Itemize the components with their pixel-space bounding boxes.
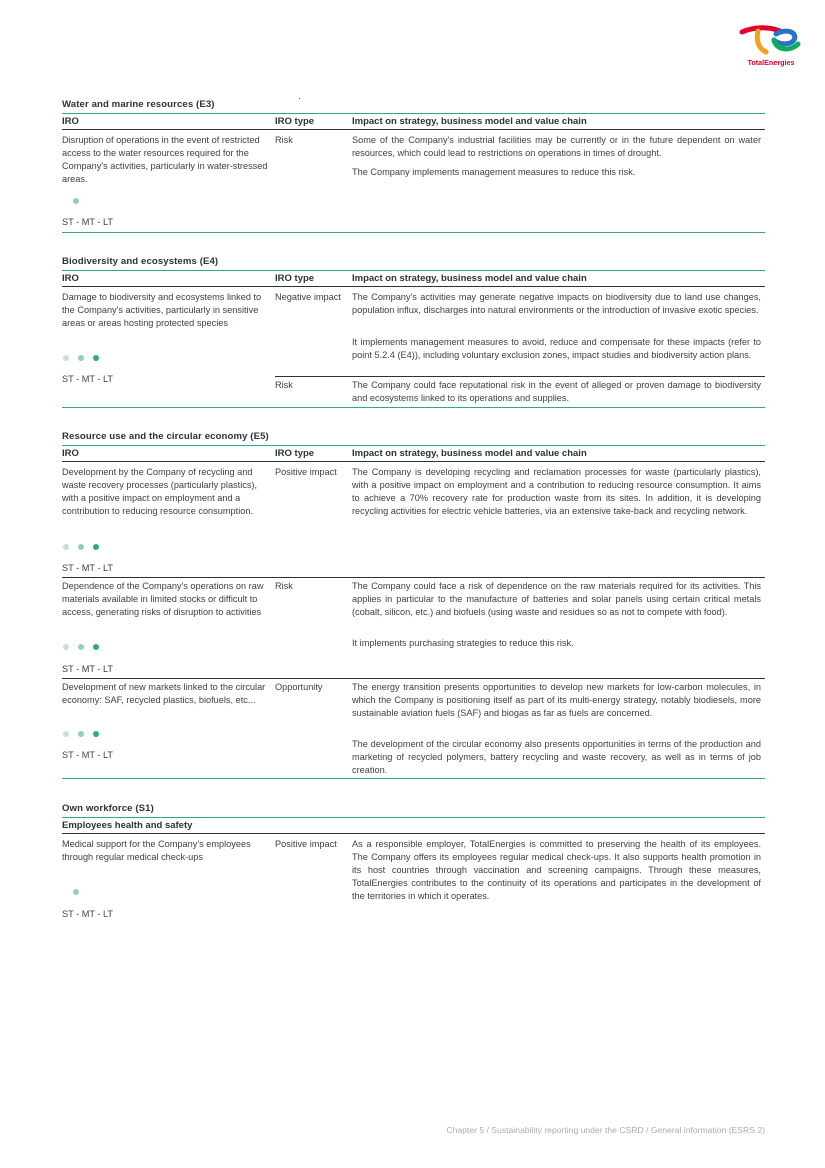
value-chain-dot: [93, 644, 99, 650]
iro-type: Risk: [275, 581, 293, 591]
impact-text: Some of the Company's industrial facilities may be currently or in the future dependent on water resources, which could lead to restrictions on operations in times of drought.: [352, 135, 761, 158]
row-divider: [62, 407, 765, 408]
iro-text: Development of new markets linked to the circular economy: SAF, recycled plastics, biofuels, etc...: [62, 682, 266, 705]
iro-text: Development by the Company of recycling and waste recovery processes (particularly plastics), with a positive impact on employment and a contribution to reducing resource consumption.: [62, 467, 258, 516]
iro-type: Positive impact: [275, 839, 337, 849]
table-header: [62, 113, 765, 130]
time-horizon: ST - MT - LT: [62, 563, 114, 573]
iro-type: Positive impact: [275, 467, 337, 477]
value-chain-dots: [62, 355, 108, 363]
stray-mark: [299, 98, 300, 99]
col-iro-type: IRO type: [275, 273, 315, 284]
time-horizon: ST - MT - LT: [62, 909, 114, 919]
value-chain-dot: [63, 544, 69, 550]
value-chain-dot: [78, 355, 84, 361]
sub-row-divider: [275, 376, 765, 377]
iro-type: Risk: [275, 380, 293, 390]
row-divider: [62, 678, 765, 679]
value-chain-dot: [78, 644, 84, 650]
value-chain-dot: [93, 731, 99, 737]
value-chain-dots: [62, 731, 108, 739]
section-title: Water and marine resources (E3): [62, 99, 215, 110]
col-iro: IRO: [62, 448, 79, 459]
col-impact: Impact on strategy, business model and value chain: [352, 273, 587, 284]
time-horizon: ST - MT - LT: [62, 664, 114, 674]
col-iro: IRO: [62, 116, 79, 127]
value-chain-dots: [62, 198, 88, 206]
impact-text: The Company's activities may generate negative impacts on biodiversity due to land use changes, population influx, discharges into natural environments or the introduction of invasive exotic species.: [352, 292, 761, 315]
row-divider: [62, 778, 765, 779]
impact-text: The Company could face reputational risk in the event of alleged or proven damage to biodiversity and ecosystems linked to its operations and supplies.: [352, 380, 761, 403]
table-header: [62, 445, 765, 462]
value-chain-dot: [93, 544, 99, 550]
time-horizon: ST - MT - LT: [62, 374, 114, 384]
iro-text: Damage to biodiversity and ecosystems linked to the Company's activities, particularly in sensitive areas or areas hosting protected species: [62, 292, 262, 328]
iro-type: Negative impact: [275, 292, 341, 302]
iro-text: Disruption of operations in the event of restricted access to the water resources required for the Company's activities, particularly in water-stressed areas.: [62, 135, 268, 184]
value-chain-dots: [62, 889, 88, 897]
impact-text: It implements management measures to avoid, reduce and compensate for these impacts (refer to point 5.2.4 (E4)), including voluntary exclusion zones, impact studies and biodiversity action plans.: [352, 337, 761, 360]
iro-text: Medical support for the Company's employees through regular medical check-ups: [62, 839, 251, 862]
impact-text: The Company could face a risk of dependence on the raw materials required for its activities. This applies in particular to the manufacture of batteries and solar panels using certain critical metals (cobalt, silicon, etc.) and biofuels (using waste and residues so as not to compete with food).: [352, 581, 761, 617]
value-chain-dot: [73, 889, 79, 895]
iro-type: Opportunity: [275, 682, 323, 692]
time-horizon: ST - MT - LT: [62, 750, 114, 760]
page-footer: Chapter 5 / Sustainability reporting under the CSRD / General information (ESRS 2): [446, 1125, 765, 1135]
value-chain-dot: [63, 644, 69, 650]
impact-text: The Company implements management measures to reduce this risk.: [352, 167, 636, 177]
col-iro-type: IRO type: [275, 116, 315, 127]
section-title: Biodiversity and ecosystems (E4): [62, 256, 219, 267]
impact-text: As a responsible employer, TotalEnergies is committed to preserving the health of its employees. The Company offers its employees regular medical check-ups. It also supports health promotion in its host countries through vaccination and screening campaigns. Through these measures, TotalEnergies contributes to the continuity of its operations and participates in the development of the territories in which it operates.: [352, 839, 761, 901]
value-chain-dots: [62, 544, 108, 552]
value-chain-dot: [63, 731, 69, 737]
col-iro-type: IRO type: [275, 448, 315, 459]
impact-text: The Company is developing recycling and reclamation processes for waste (particularly plastics), with a positive impact on employment and a contribution to reducing resource consumption. It aims to achieve a 70% recovery rate for production waste from its sites. In addition, it is developing recycling activities for electric vehicle batteries, via an extensive take-back and recycling network.: [352, 467, 761, 516]
value-chain-dot: [78, 731, 84, 737]
section-title: Resource use and the circular economy (E5): [62, 431, 269, 442]
value-chain-dot: [63, 355, 69, 361]
col-impact: Impact on strategy, business model and value chain: [352, 116, 587, 127]
logo-wordmark: TotalEnergies: [747, 58, 795, 67]
row-divider: [62, 577, 765, 578]
subheader-label: Employees health and safety: [62, 820, 193, 831]
col-impact: Impact on strategy, business model and value chain: [352, 448, 587, 459]
col-iro: IRO: [62, 273, 79, 284]
impact-text: The energy transition presents opportunities to develop new markets for low-carbon molecules, in which the Company is positioning itself as part of its multi-energy strategy, notably biodiesels, more sustainable aviation fuels (SAF) and biogas as far as fuels are concerned.: [352, 682, 761, 718]
value-chain-dots: [62, 644, 108, 652]
value-chain-dot: [93, 355, 99, 361]
table-subheader: [62, 817, 765, 834]
value-chain-dot: [78, 544, 84, 550]
impact-text: It implements purchasing strategies to reduce this risk.: [352, 638, 574, 648]
value-chain-dot: [73, 198, 79, 204]
section-title: Own workforce (S1): [62, 803, 154, 814]
row-divider: [62, 232, 765, 233]
impact-text: The development of the circular economy also presents opportunities in terms of the production and marketing of recycled polymers, battery recycling and waste recovery, as well as in terms of job creation.: [352, 739, 761, 775]
time-horizon: ST - MT - LT: [62, 217, 114, 227]
iro-type: Risk: [275, 135, 293, 145]
table-header: [62, 270, 765, 287]
iro-text: Dependence of the Company's operations on raw materials available in limited stocks or difficult to access, generating risks of disruption to activities: [62, 581, 264, 617]
